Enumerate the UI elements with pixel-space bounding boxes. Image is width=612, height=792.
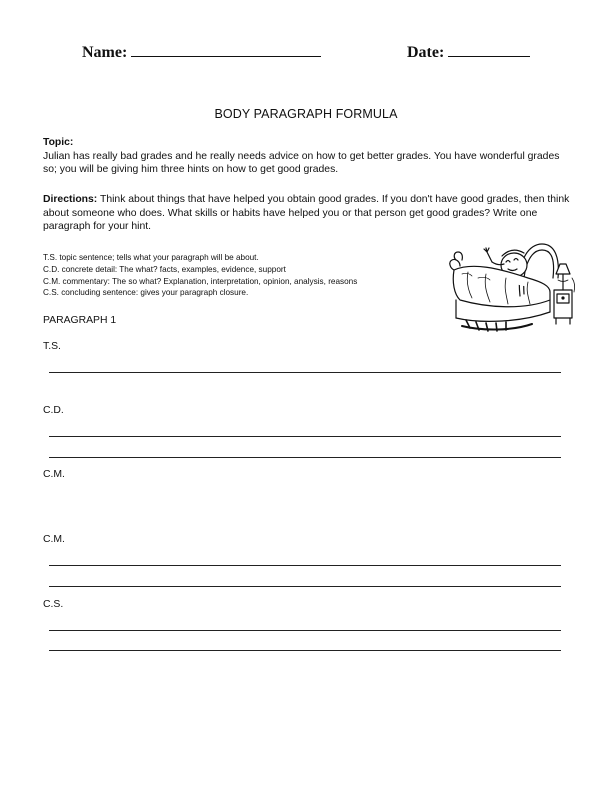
directions-label: Directions:: [43, 194, 98, 205]
date-input-line[interactable]: [448, 42, 530, 57]
directions-block: [43, 193, 573, 234]
definition-cs: C.S. concluding sentence: gives your paragraph closure.: [43, 288, 249, 298]
cm-writing-line-1[interactable]: [49, 565, 561, 566]
name-label: Name:: [82, 44, 128, 61]
name-field-group: [82, 42, 321, 62]
topic-label: Topic:: [43, 137, 74, 148]
paragraph-heading: PARAGRAPH 1: [43, 315, 117, 326]
cs-label: C.S.: [43, 599, 64, 610]
cs-writing-line-2[interactable]: [49, 650, 561, 651]
cd-writing-line-2[interactable]: [49, 457, 561, 458]
definitions-list: [43, 252, 443, 299]
date-field-group: [407, 42, 530, 62]
definition-cd: C.D. concrete detail: The what? facts, examples, evidence, support: [43, 264, 286, 274]
topic-text: Julian has really bad grades and he really needs advice on how to get better grades. You have wonderful grades so; you will be giving him three hints on how to get good grades.: [43, 150, 560, 175]
child-in-bed-illustration: [432, 238, 577, 333]
topic-block: [43, 136, 573, 177]
worksheet-title: BODY PARAGRAPH FORMULA: [214, 107, 398, 121]
cm-label-2: C.M.: [43, 534, 65, 545]
cm-label-1: C.M.: [43, 469, 65, 480]
date-label: Date:: [407, 44, 445, 61]
cm-writing-line-2[interactable]: [49, 586, 561, 587]
ts-label: T.S.: [43, 341, 61, 352]
cd-writing-line-1[interactable]: [49, 436, 561, 437]
cd-label: C.D.: [43, 405, 64, 416]
name-input-line[interactable]: [131, 42, 321, 57]
definition-cm: C.M. commentary: The so what? Explanation, interpretation, opinion, analysis, reasons: [43, 276, 358, 286]
ts-writing-line[interactable]: [49, 372, 561, 373]
cs-writing-line-1[interactable]: [49, 630, 561, 631]
definition-ts: T.S. topic sentence; tells what your paragraph will be about.: [43, 253, 259, 262]
directions-text: Think about things that have helped you obtain good grades. If you don't have good grades, then think about someone who does. What skills or habits have helped you or that person get good grades? Write one paragraph for your hint.: [43, 194, 570, 232]
